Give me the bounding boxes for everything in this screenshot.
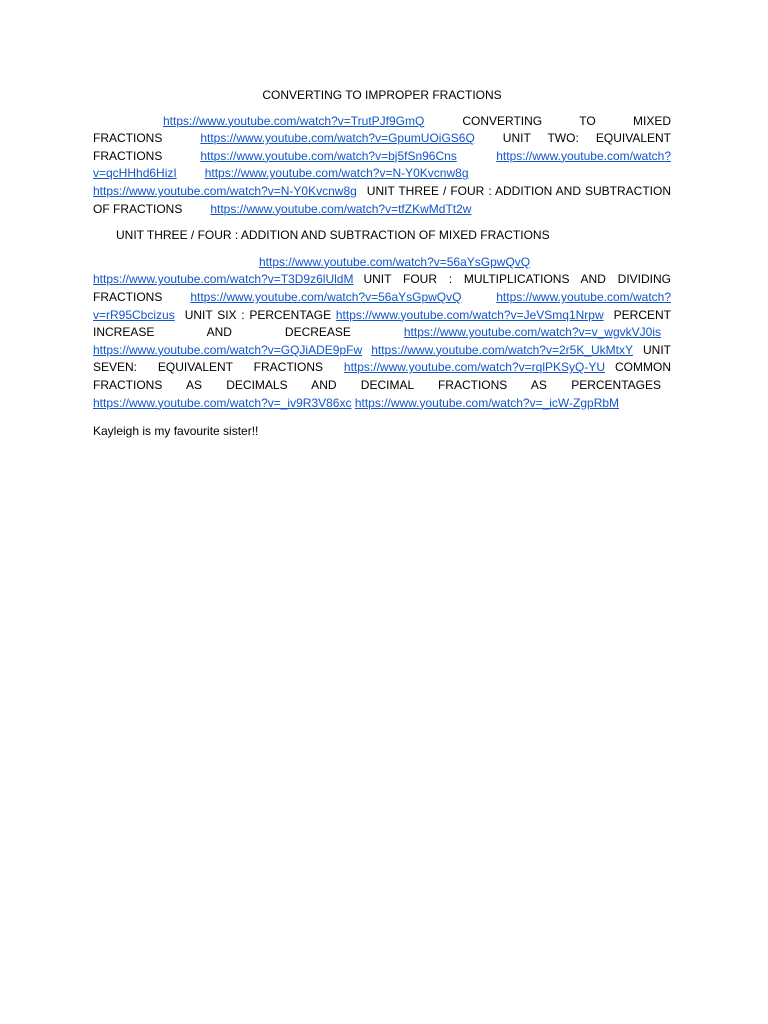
video-link[interactable]: https://www.youtube.com/watch?v=TrutPJf9GmQ: [163, 113, 425, 128]
paragraph-unit-one-two: [93, 113, 671, 219]
video-link[interactable]: https://www.youtube.com/watch?v=qcHHhd6HizI: [93, 148, 671, 181]
video-link[interactable]: https://www.youtube.com/watch?v=2r5K_UkMtxY: [371, 342, 633, 357]
video-link[interactable]: https://www.youtube.com/watch?v=GpumUOiGS6Q: [200, 131, 475, 146]
note-text: Kayleigh is my favourite sister!!: [93, 424, 259, 439]
video-link[interactable]: https://www.youtube.com/watch?v=N-Y0Kvcnw8g: [204, 166, 469, 181]
video-link[interactable]: https://www.youtube.com/watch?v=GQJiADE9pFw: [93, 342, 363, 357]
video-link[interactable]: https://www.youtube.com/watch?v=tfZKwMdTt2w: [210, 201, 472, 216]
video-link[interactable]: https://www.youtube.com/watch?v=56aYsGpwQvQ: [190, 289, 462, 304]
document-title: CONVERTING TO IMPROPER FRACTIONS: [262, 88, 502, 102]
document-body: [93, 87, 671, 441]
video-link[interactable]: https://www.youtube.com/watch?v=bj5fSn96Cns: [200, 148, 457, 163]
video-link[interactable]: https://www.youtube.com/watch?v=JeVSmq1Nrpw: [335, 307, 604, 322]
section-heading-mixed-fractions: UNIT THREE / FOUR : ADDITION AND SUBTRACTION OF MIXED FRACTIONS: [116, 228, 550, 243]
video-link[interactable]: https://www.youtube.com/watch?v=v_wgvkVJ0is: [403, 325, 661, 340]
video-link[interactable]: https://www.youtube.com/watch?v=_iv9R3V86xc: [93, 395, 352, 410]
video-link[interactable]: https://www.youtube.com/watch?v=rqlPKSyQ-YU: [343, 360, 605, 375]
section-label: CONVERTING TO MIXED FRACTIONS: [93, 113, 671, 146]
section-label: UNIT FOUR : MULTIPLICATIONS AND DIVIDING FRACTIONS: [93, 272, 671, 304]
video-link[interactable]: https://www.youtube.com/watch?v=56aYsGpwQvQ: [259, 254, 531, 269]
video-link[interactable]: https://www.youtube.com/watch?v=T3D9z6lUldM: [93, 272, 354, 287]
video-link[interactable]: https://www.youtube.com/watch?v=N-Y0Kvcnw8g: [93, 183, 357, 198]
video-link[interactable]: https://www.youtube.com/watch?v=rR95Cbcizus: [93, 289, 671, 322]
paragraph-units-four-seven: [93, 254, 671, 412]
section-label: UNIT TWO: EQUIVALENT FRACTIONS: [93, 131, 671, 163]
section-label: UNIT THREE / FOUR : ADDITION AND SUBTRACTION OF FRACTIONS: [93, 183, 671, 216]
section-label: PERCENT INCREASE AND DECREASE: [93, 307, 671, 340]
section-label: UNIT SEVEN: EQUIVALENT FRACTIONS: [93, 342, 671, 375]
section-label: UNIT SIX : PERCENTAGE: [184, 307, 332, 322]
section-label: COMMON FRACTIONS AS DECIMALS AND DECIMAL FRACTIONS AS PERCENTAGES: [93, 360, 671, 392]
video-link[interactable]: https://www.youtube.com/watch?v=_icW-ZgpRbM: [354, 395, 620, 410]
